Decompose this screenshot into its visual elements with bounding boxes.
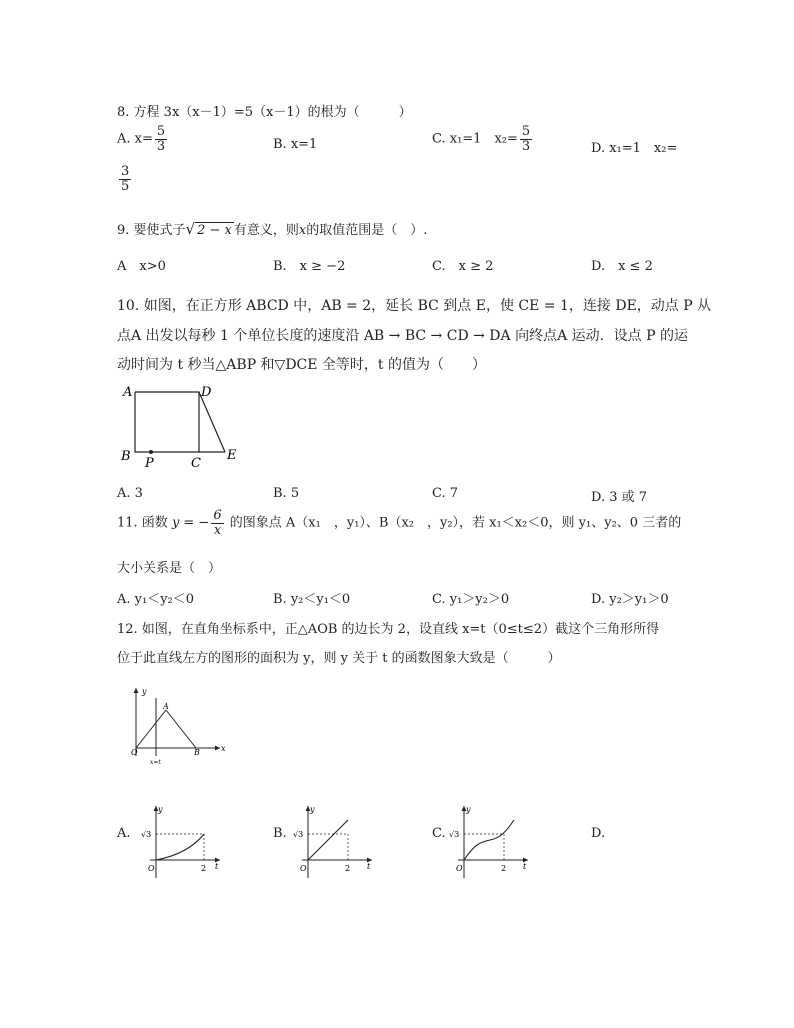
q10-square-figure	[115, 380, 245, 470]
q12-graph-b	[292, 802, 374, 882]
svg-text:x: x	[221, 744, 226, 753]
svg-text:B: B	[194, 748, 200, 757]
q12-option-b[interactable]: B.	[273, 826, 287, 841]
q8-stem: 8. 方程 3x（x－1）=5（x－1）的根为（ ）	[117, 105, 412, 120]
q11-option-a[interactable]: A. y₁＜y₂＜0	[117, 592, 195, 607]
q12-option-d[interactable]: D.	[591, 826, 606, 841]
q10-option-a[interactable]: A. 3	[117, 486, 143, 501]
q9-option-c[interactable]: C. x ≥ 2	[432, 259, 494, 274]
q12-graph-a	[140, 802, 222, 882]
svg-text:2: 2	[201, 864, 207, 873]
q11-line-2: 大小关系是（ ）	[117, 561, 222, 576]
svg-text:t: t	[215, 862, 219, 871]
svg-text:O: O	[148, 864, 155, 873]
svg-text:y: y	[142, 687, 147, 696]
svg-text:A: A	[163, 702, 169, 711]
svg-text:√3: √3	[449, 830, 460, 839]
label-e: E	[227, 448, 237, 463]
q8-option-b[interactable]: B. x=1	[273, 137, 318, 152]
q9-option-b[interactable]: B. x ≥ −2	[273, 259, 346, 274]
svg-text:y: y	[310, 805, 315, 814]
q10-option-c[interactable]: C. 7	[432, 486, 459, 501]
label-b: B	[121, 449, 131, 464]
svg-text:2: 2	[501, 864, 507, 873]
svg-text:O: O	[456, 864, 463, 873]
svg-text:√3: √3	[141, 830, 152, 839]
q8-option-a[interactable]	[117, 125, 169, 153]
q12-triangle-figure	[118, 684, 228, 768]
q10-line-2: 点A 出发以每秒 1 个单位长度的速度沿 AB → BC → CD → DA 向终点A 运动．设点 P 的运	[117, 328, 688, 344]
q8-option-d[interactable]	[591, 137, 677, 156]
q11-option-d[interactable]: D. y₂＞y₁＞0	[591, 592, 669, 607]
label-p: P	[145, 456, 154, 470]
q9-radicand: 2 − x	[197, 223, 232, 238]
q12-graph-c	[448, 802, 530, 882]
svg-text:√3: √3	[293, 830, 304, 839]
q8-option-c[interactable]	[432, 125, 534, 153]
svg-text:x=t: x=t	[150, 759, 161, 766]
q12-line-2: 位于此直线左方的图形的面积为 y，则 y 关于 t 的函数图象大致是（ ）	[117, 651, 561, 666]
label-c: C	[191, 456, 201, 470]
q10-option-d[interactable]: D. 3 或 7	[591, 490, 648, 505]
q10-option-b[interactable]: B. 5	[273, 486, 300, 501]
q9-option-d[interactable]: D. x ≤ 2	[591, 259, 653, 274]
svg-text:2: 2	[345, 864, 351, 873]
svg-text:t: t	[523, 862, 527, 871]
q11-option-b[interactable]: B. y₂＜y₁＜0	[273, 592, 351, 607]
q9-option-a[interactable]: A x>0	[117, 259, 166, 274]
svg-text:O: O	[300, 864, 307, 873]
q8-c-label: C. x₁=1 x₂=	[432, 131, 518, 147]
label-a: A	[123, 385, 133, 400]
svg-text:O: O	[131, 748, 138, 757]
svg-text:y: y	[158, 805, 163, 814]
q8-c-fraction: $\frac{5}{3}$	[521, 124, 531, 154]
q10-line-3: 动时间为 t 秒当△ABP 和▽DCE 全等时，t 的值为（ ）	[117, 357, 487, 373]
q12-option-c[interactable]: C.	[432, 826, 446, 841]
q9-stem: 9. 要使式子√ 2 − x 有意义，则x的取值范围是（ ）.	[117, 220, 428, 238]
q11-option-c[interactable]: C. y₁＞y₂＞0	[432, 592, 510, 607]
q8-d-label: D. x₁=1 x₂=	[591, 141, 678, 156]
q11-stem: 11. 函数 y = − $\frac{6}{x}$ 的图象点 A（x₁ ，y₁）、B（x₂ ，y₂），若 x₁＜x₂＜0，则 y₁、y₂、0 三者的	[117, 508, 682, 538]
q12-option-a[interactable]: A.	[117, 826, 131, 841]
q12-line-1: 12. 如图，在直角坐标系中，正△AOB 的边长为 2，设直线 x=t（0≤t≤2）截这个三角形所得	[117, 622, 660, 637]
q8-d-fraction: $\frac{3}{5}$	[121, 164, 130, 194]
q10-line-1: 10. 如图，在正方形 ABCD 中，AB = 2，延长 BC 到点 E，使 CE = 1，连接 DE，动点 P 从	[117, 298, 712, 314]
svg-text:y: y	[466, 805, 471, 814]
q8-a-label: A. x=	[117, 131, 153, 147]
svg-text:t: t	[367, 862, 371, 871]
q8-a-fraction: $\frac{5}{3}$	[156, 124, 166, 154]
label-d: D	[201, 385, 212, 400]
